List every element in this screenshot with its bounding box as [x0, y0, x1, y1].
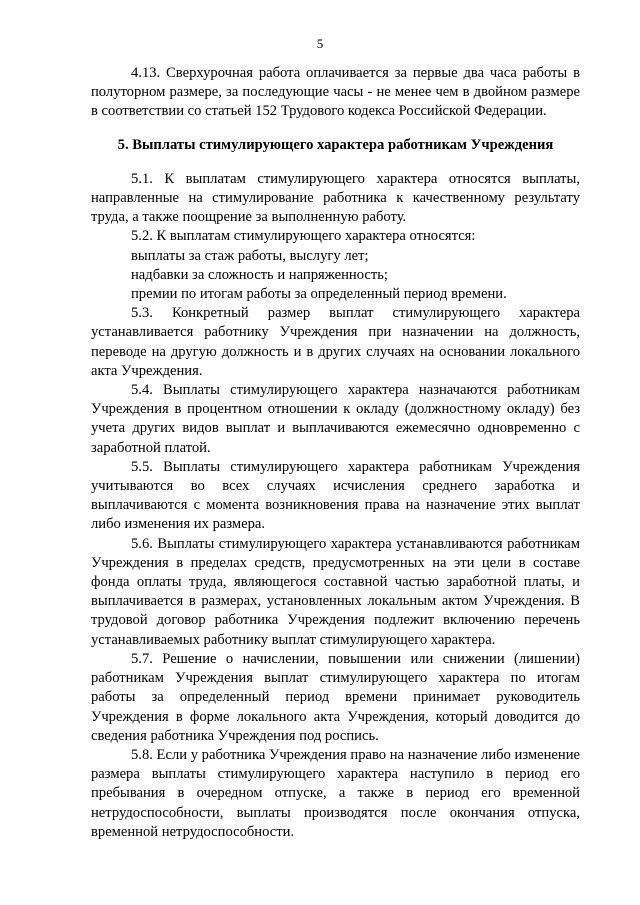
document-body — [91, 64, 580, 842]
page-number: 5 — [316, 36, 324, 51]
paragraph-5-7: 5.7. Решение о начислении, повышении или снижении (лишении) работникам Учреждения выплат стимулирующего характера по итогам работы за определенный период времени принимает руководитель Учреждения в форме локального акта Учреждения, который доводится до сведения работника Учреждения под роспись. — [91, 650, 580, 744]
paragraph-5-5: 5.5. Выплаты стимулирующего характера работникам Учреждения учитываются во всех случаях исчисления среднего заработка и выплачиваются с момента возникновения права на назначение этих выплат либо изменения их размера. — [91, 458, 580, 533]
paragraph-5-3: 5.3. Конкретный размер выплат стимулирующего характера устанавливается работнику Учреждения при назначении на должность, переводе на другую должность и в других случаях на основании локального акта Учреждения. — [91, 305, 580, 379]
list-item: выплаты за стаж работы, выслугу лет; — [131, 247, 369, 264]
paragraph-5-6: 5.6. Выплаты стимулирующего характера устанавливаются работникам Учреждения в пределах средств, предусмотренных на эти цели в составе фонда оплаты труда, являющегося составной частью заработной платы, и выплачивается в размерах, установленных локальным актом Учреждения. В трудовой договор работника Учреждения подлежит включению перечень устанавливаемых работнику выплат стимулирующего характера. — [91, 535, 580, 648]
list-item: надбавки за сложность и напряженность; — [131, 266, 388, 283]
section-heading: 5. Выплаты стимулирующего характера работникам Учреждения — [117, 136, 554, 153]
paragraph-5-1: 5.1. К выплатам стимулирующего характера относятся выплаты, направленные на стимулирование работника к качественному результату труда, а также поощрение за выполненную работу. — [91, 170, 580, 226]
list-item: премии по итогам работы за определенный период времени. — [131, 286, 507, 303]
paragraph-5-4: 5.4. Выплаты стимулирующего характера назначаются работникам Учреждения в процентном отношении к окладу (должностному окладу) без учета других видов выплат и выплачиваются ежемесячно одновременно с заработной платой. — [91, 382, 580, 456]
paragraph-5-2: 5.2. К выплатам стимулирующего характера относятся: — [131, 228, 476, 245]
paragraph-4-13: 4.13. Сверхурочная работа оплачивается за первые два часа работы в полуторном размере, за последующие часы - не менее чем в двойном размере в соответствии со статьей 152 Трудового кодекса Российской Федерации. — [91, 65, 580, 120]
paragraph-5-8: 5.8. Если у работника Учреждения право на назначение либо изменение размера выплаты стимулирующего характера наступило в период его пребывания в очередном отпуске, а также в период его временной нетрудоспособности, выплаты производятся после окончания отпуска, временной нетрудоспособности. — [91, 746, 580, 840]
